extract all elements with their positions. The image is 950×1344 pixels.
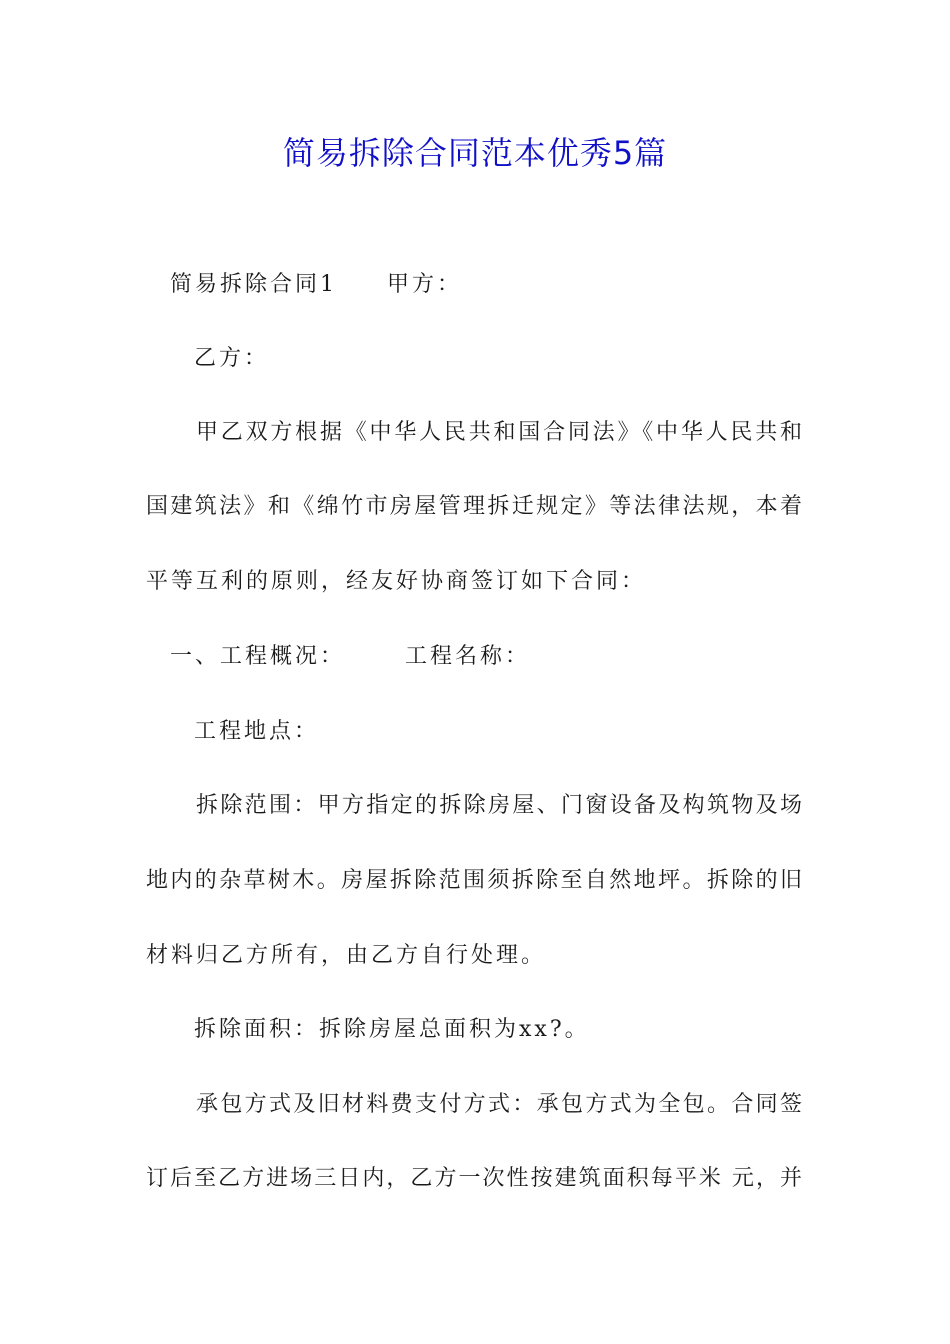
paragraph-line: 甲乙双方根据《中华人民共和国合同法》《中华人民共和 xyxy=(196,420,804,445)
paragraph-line: 国建筑法》和《绵竹市房屋管理拆迁规定》等法律法规，本着 xyxy=(146,494,804,519)
contract-heading-line xyxy=(170,268,462,302)
paragraph-line: 承包方式及旧材料费支付方式：承包方式为全包。合同签 xyxy=(196,1092,804,1117)
paragraph-line: 订后至乙方进场三日内，乙方一次性按建筑面积每平米 元，并 xyxy=(146,1166,804,1191)
paragraph-line: 地内的杂草树木。房屋拆除范围须拆除至自然地坪。拆除的旧 xyxy=(146,868,804,893)
section-heading-line xyxy=(170,640,530,674)
document-title: 简易拆除合同范本优秀5篇 xyxy=(282,134,668,172)
contract-number-label: 简易拆除合同1 xyxy=(170,272,337,297)
section-heading: 一、工程概况： xyxy=(170,644,346,669)
project-name-label: 工程名称： xyxy=(405,644,531,669)
paragraph-line: 平等互利的原则，经友好协商签订如下合同： xyxy=(146,569,647,594)
paragraph-line: 拆除面积：拆除房屋总面积为xx?。 xyxy=(194,1017,590,1042)
paragraph-line: 拆除范围：甲方指定的拆除房屋、门窗设备及构筑物及场 xyxy=(196,793,804,818)
party-b-label: 乙方： xyxy=(194,346,270,371)
project-location-label: 工程地点： xyxy=(194,719,320,744)
party-a-label: 甲方： xyxy=(387,272,463,297)
paragraph-line: 材料归乙方所有，由乙方自行处理。 xyxy=(146,943,547,968)
